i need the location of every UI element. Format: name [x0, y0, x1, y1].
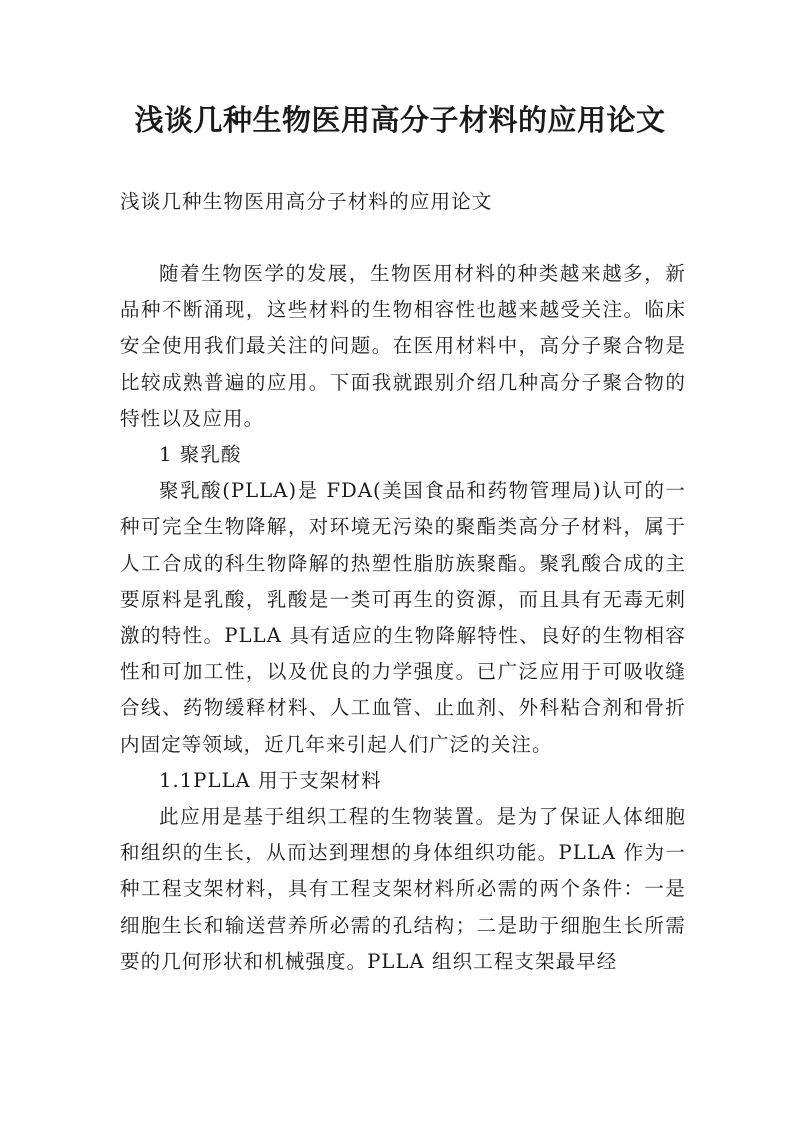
paragraph-intro: 随着生物医学的发展，生物医用材料的种类越来越多，新品种不断涌现，这些材料的生物相容性也越来越受关注。临床安全使用我们最关注的问题。在医用材料中，高分子聚合物是比较成熟普遍的应用。下面我就跟别介绍几种高分子聚合物的特性以及应用。: [120, 262, 686, 430]
document-body: [120, 256, 686, 980]
section-heading-scaffold: 1.1PLLA 用于支架材料: [159, 768, 382, 792]
document-title: 浅谈几种生物医用高分子材料的应用论文: [134, 103, 666, 137]
document-subtitle: 浅谈几种生物医用高分子材料的应用论文: [120, 190, 493, 213]
paragraph-scaffold: 此应用是基于组织工程的生物装置。是为了保证人体细胞和组织的生长，从而达到理想的身体组织功能。PLLA 作为一种工程支架材料，具有工程支架材料所必需的两个条件：一是细胞生长和输送营养所必需的孔结构；二是助于细胞生长所需要的几何形状和机械强度。PLLA 组织工程支架最早经: [120, 805, 686, 973]
section-heading-polylactic-acid: 1 聚乳酸: [159, 443, 242, 467]
paragraph-polylactic-acid: 聚乳酸(PLLA)是 FDA(美国食品和药物管理局)认可的一种可完全生物降解，对环境无污染的聚酯类高分子材料，属于人工合成的科生物降解的热塑性脂肪族聚酯。聚乳酸合成的主要原料是乳酸，乳酸是一类可再生的资源，而且具有无毒无刺激的特性。PLLA 具有适应的生物降解特性、良好的生物相容性和可加工性，以及优良的力学强度。已广泛应用于可吸收缝合线、药物缓释材料、人工血管、止血剂、外科粘合剂和骨折内固定等领域，近几年来引起人们广泛的关注。: [120, 479, 686, 756]
